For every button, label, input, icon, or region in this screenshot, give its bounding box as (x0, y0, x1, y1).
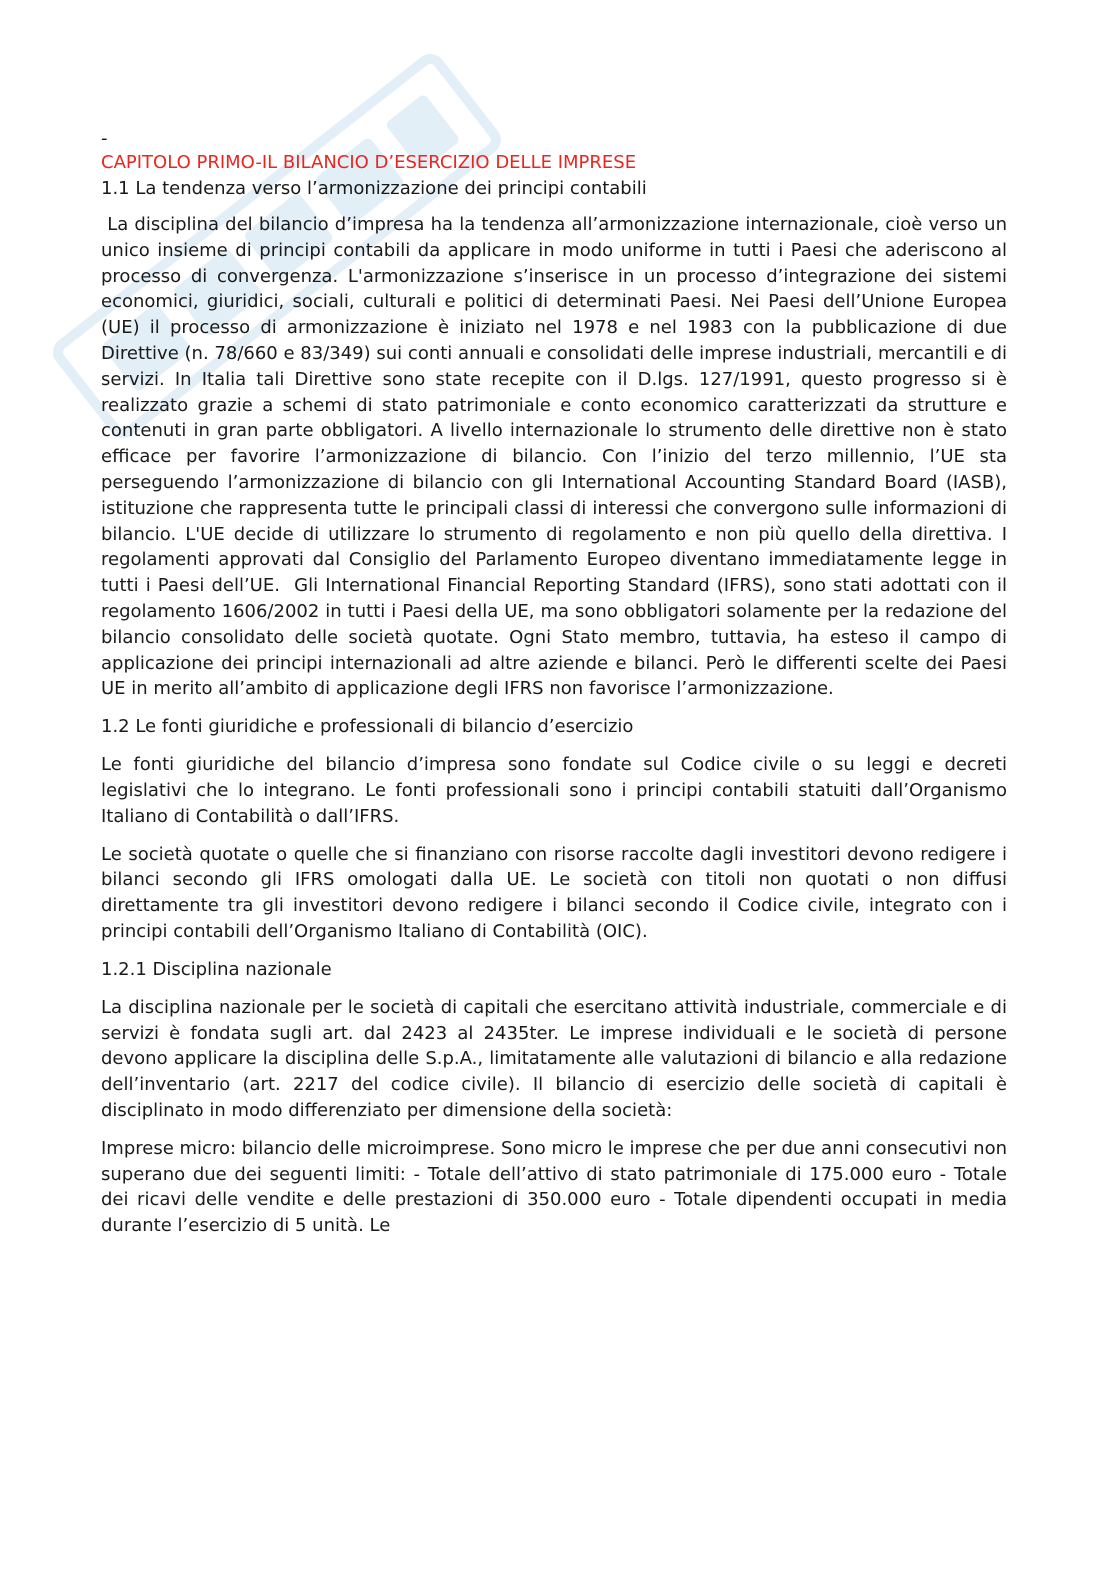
paragraph-disciplina-nazionale: La disciplina nazionale per le società di capitali che esercitano attività industriale, commerciale e di servizi è fondata sugli art. dal 2423 al 2435ter. Le imprese individuali e le società di persone devono applicare la disciplina delle S.p.A., limitatamente alle valutazioni di bilancio e alla redazione dell’inventario (art. 2217 del codice civile). Il bilancio di esercizio delle società di capitali è disciplinato in modo differenziato per dimensione della società: (101, 996, 1013, 1121)
section-title-1-2: 1.2 Le fonti giuridiche e professionali di bilancio d’esercizio (101, 716, 634, 738)
paragraph-imprese-micro: Imprese micro: bilancio delle microimprese. Sono micro le imprese che per due anni consecutivi non superano due dei seguenti limiti: - Totale dell’attivo di stato patrimoniale di 175.000 euro - Totale dei ricavi delle vendite e delle prestazioni di 350.000 euro - Totale dipendenti occupati in media durante l’esercizio di 5 unità. Le (101, 1137, 1013, 1237)
paragraph-fonti: Le fonti giuridiche del bilancio d’impresa sono fondate sul Codice civile o su leggi e decreti legislativi che lo integrano. Le fonti professionali sono i principi contabili statuiti dall’Organismo Italiano di Contabilità o dall’IFRS. (101, 754, 1013, 827)
section-title-1-2-1: 1.2.1 Disciplina nazionale (101, 958, 332, 980)
chapter-title: CAPITOLO PRIMO-IL BILANCIO D’ESERCIZIO DELLE IMPRESE (101, 152, 637, 173)
document-page (101, 128, 1013, 1251)
paragraph-societa-quotate: Le società quotate o quelle che si finanziano con risorse raccolte dagli investitori devono redigere i bilanci secondo gli IFRS omologati dalla UE. Le società con titoli non quotati o non diffusi direttamente tra gli investitori devono redigere i bilanci secondo il Codice civile, integrato con i principi contabili dell’Organismo Italiano di Contabilità (OIC). (101, 843, 1013, 942)
paragraph-armonizzazione: La disciplina del bilancio d’impresa ha la tendenza all’armonizzazione internazionale, cioè verso un unico insieme di principi contabili da applicare in modo uniforme in tutti i Paesi che aderiscono al processo di convergenza. L'armonizzazione s’inserisce in un processo d’integrazione dei sistemi economici, giuridici, sociali, culturali e politici di determinati Paesi. Nei Paesi dell’Unione Europea (UE) il processo di armonizzazione è iniziato nel 1978 e nel 1983 con la pubblicazione di due Direttive (n. 78/660 e 83/349) sui conti annuali e consolidati delle imprese industriali, mercantili e di servizi. In Italia tali Direttive sono state recepite con il D.lgs. 127/1991, questo progresso si è realizzato grazie a schemi di stato patrimoniale e conto economico caratterizzati da strutture e contenuti in gran parte obbligatori. A livello internazionale lo strumento delle direttive non è stato efficace per favorire l’armonizzazione di bilancio. Con l’inizio del terzo millennio, l’UE sta perseguendo l’armonizzazione di bilancio con gli International Accounting Standard Board (IASB), istituzione che rappresenta tutte le principali classi di interessi che convergono sulle informazioni di bilancio. L'UE decide di utilizzare lo strumento di regolamento e non più quello della direttiva. I regolamenti approvati dal Consiglio del Parlamento Europeo diventano immediatamente legge in tutti i Paesi dell’UE. Gli International Financial Reporting Standard (IFRS), sono stati adottati con il regolamento 1606/2002 in tutti i Paesi della UE, ma sono obbligatori solamente per la redazione del bilancio consolidato delle società quotate. Ogni Stato membro, tuttavia, ha esteso il campo di applicazione dei principi internazionali ad altre aziende e bilanci. Però le differenti scelte dei Paesi UE in merito all’ambito di applicazione degli IFRS non favorisce l’armonizzazione. (101, 214, 1013, 700)
dash-marker: - (101, 128, 108, 149)
section-title-1-1: 1.1 La tendenza verso l’armonizzazione dei principi contabili (101, 178, 647, 199)
